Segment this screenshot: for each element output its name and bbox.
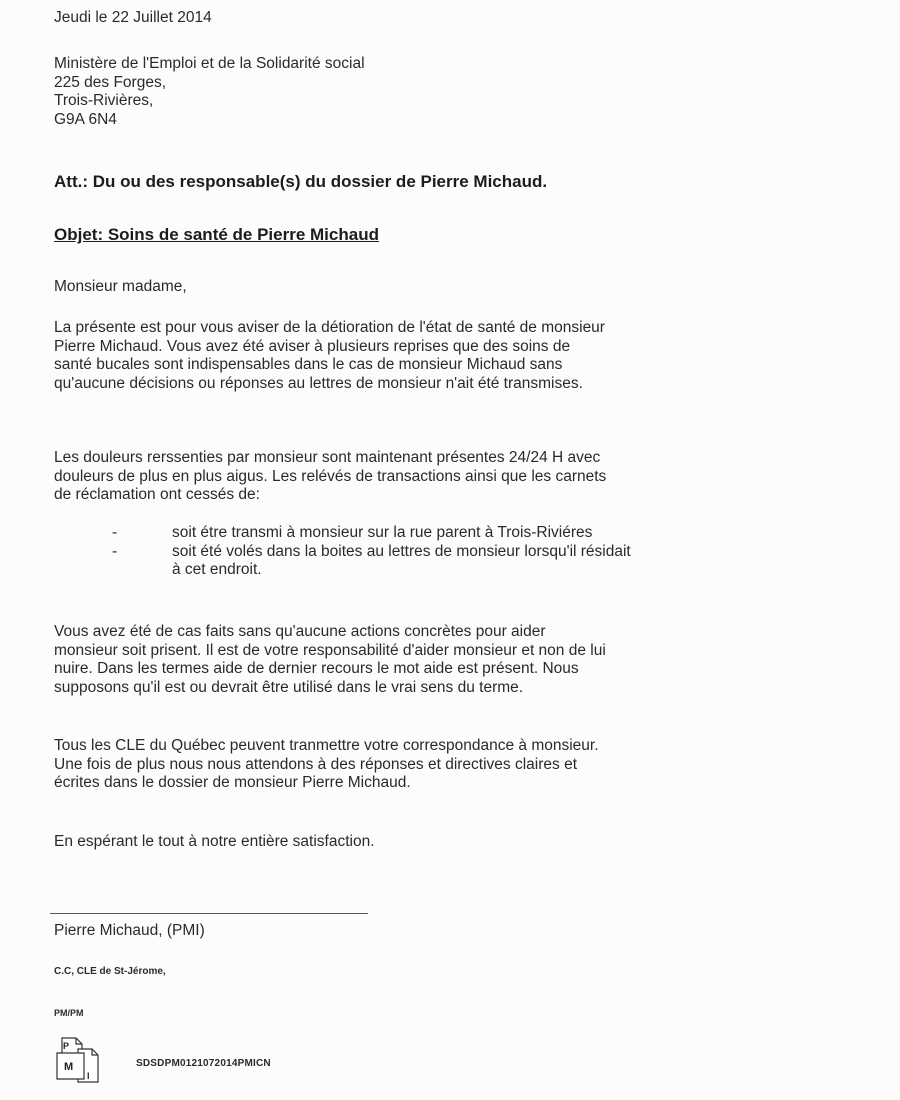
text-line: soit étre transmi à monsieur sur la rue parent à Trois-Riviéres bbox=[172, 524, 593, 541]
attention-line: Att.: Du ou des responsable(s) du dossier de Pierre Michaud. bbox=[54, 172, 548, 191]
letter-date: Jeudi le 22 Juillet 2014 bbox=[54, 9, 212, 26]
bullet-dash: - bbox=[112, 524, 118, 541]
carbon-copy: C.C, CLE de St-Jérome, bbox=[54, 966, 166, 977]
signature-name: Pierre Michaud, (PMI) bbox=[54, 922, 205, 939]
salutation: Monsieur madame, bbox=[54, 278, 187, 295]
document-reference: SDSDPM0121072014PMICN bbox=[136, 1058, 271, 1069]
paragraph-4 bbox=[54, 737, 854, 793]
address-line: Trois-Rivières, bbox=[54, 92, 154, 109]
text-line: écrites dans le dossier de monsieur Pierre Michaud. bbox=[54, 774, 411, 791]
list-item-text bbox=[172, 543, 631, 580]
paragraph-3 bbox=[54, 623, 854, 697]
text-line: de réclamation ont cessés de: bbox=[54, 486, 260, 503]
list-item-text bbox=[172, 524, 592, 543]
recipient-address bbox=[54, 55, 854, 129]
icon-letter-p: P bbox=[63, 1041, 70, 1051]
bullet-list bbox=[112, 524, 812, 580]
signature-line bbox=[50, 913, 368, 914]
document-pmi-icon bbox=[54, 1035, 104, 1085]
bullet-dash: - bbox=[112, 542, 118, 560]
text-line: supposons qu'il est ou devrait être utilisé dans le vrai sens du terme. bbox=[54, 678, 524, 696]
closing-line: En espérant le tout à notre entière satisfaction. bbox=[54, 833, 375, 850]
icon-letter-i: I bbox=[87, 1071, 90, 1081]
subject-line: Objet: Soins de santé de Pierre Michaud bbox=[54, 225, 379, 244]
text-line: monsieur soit prisent. Il est de votre responsabilité d'aider monsieur et non de lui bbox=[54, 641, 606, 659]
text-line: santé bucales sont indispensables dans le cas de monsieur Michaud sans bbox=[54, 356, 563, 373]
address-line: Ministère de l'Emploi et de la Solidarité social bbox=[54, 55, 365, 72]
address-line: 225 des Forges, bbox=[54, 73, 167, 91]
text-line: douleurs de plus en plus aigus. Les relévés de transactions ainsi que les carnets bbox=[54, 467, 607, 485]
text-line: Une fois de plus nous nous attendons à des réponses et directives claires et bbox=[54, 755, 578, 773]
paragraph-2 bbox=[54, 449, 854, 505]
text-line: Pierre Michaud. Vous avez été aviser à plusieurs reprises que des soins de bbox=[54, 337, 571, 355]
list-item bbox=[112, 524, 812, 543]
text-line: Vous avez été de cas faits sans qu'aucune actions concrètes pour aider bbox=[54, 623, 546, 640]
icon-letter-m: M bbox=[64, 1061, 74, 1073]
text-line: qu'aucune décisions ou réponses au lettres de monsieur n'ait été transmises. bbox=[54, 374, 583, 392]
paragraph-1 bbox=[54, 319, 854, 393]
text-line: Tous les CLE du Québec peuvent tranmettre votre correspondance à monsieur. bbox=[54, 737, 599, 754]
text-line: nuire. Dans les termes aide de dernier recours le mot aide est présent. Nous bbox=[54, 660, 579, 677]
list-item bbox=[112, 543, 812, 580]
text-line: soit été volés dans la boites au lettres de monsieur lorsqu'il résidait bbox=[172, 542, 631, 560]
text-line: La présente est pour vous aviser de la détioration de l'état de santé de monsieur bbox=[54, 319, 605, 336]
reference-initials: PM/PM bbox=[54, 1008, 84, 1018]
text-line: Les douleurs rerssenties par monsieur sont maintenant présentes 24/24 H avec bbox=[54, 449, 601, 466]
address-line: G9A 6N4 bbox=[54, 110, 117, 128]
text-line: à cet endroit. bbox=[172, 561, 262, 578]
